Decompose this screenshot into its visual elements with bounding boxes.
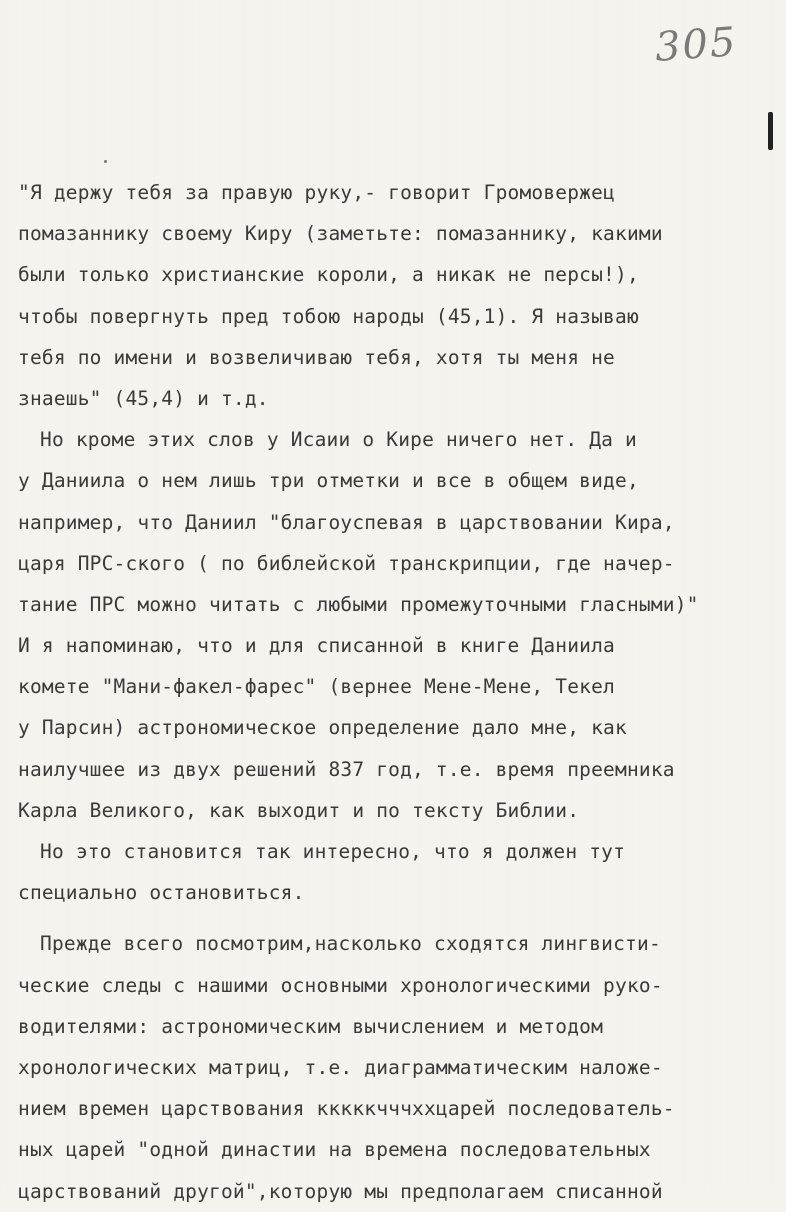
edge-mark	[768, 112, 773, 150]
text-line: хронологических матриц, т.е. диаграмматическим наложе-	[18, 1055, 663, 1079]
page-number: 305	[653, 19, 739, 71]
text-line: И я напоминаю, что и для списанной в книге Даниила	[18, 634, 615, 658]
text-line: специально остановиться.	[18, 881, 305, 905]
text-line: нием времен царствования кккккчччххцарей последователь-	[18, 1097, 675, 1121]
text-line: наилучшее из двух решений 837 год, т.е. время преемника	[18, 757, 675, 781]
text-line: царя ПРС-ского ( по библейской транскрипции, где начер-	[18, 551, 675, 575]
text-line: Карла Великого, как выходит и по тексту Библии.	[18, 798, 580, 822]
text-line: Но кроме этих слов у Исаии о Кире ничего нет. Да и	[40, 428, 637, 452]
text-line: комете "Мани-факел-фарес" (вернее Мене-Мене, Текел	[18, 675, 615, 699]
text-line: Прежде всего посмотрим,насколько сходятся лингвисти-	[40, 932, 661, 956]
text-line: царствований другой",которую мы предполагаем списанной	[18, 1179, 663, 1203]
text-line: например, что Даниил "благоуспевая в царствовании Кира,	[18, 510, 675, 534]
speck	[104, 160, 107, 163]
text-line: помазаннику своему Киру (заметьте: помазаннику, какими	[18, 222, 663, 246]
text-line: ческие следы с нашими основными хронологическими руко-	[18, 973, 663, 997]
text-line: Но это становится так интересно, что я должен тут	[40, 840, 626, 863]
text-line: водителями: астрономическим вычислением и методом	[18, 1014, 604, 1038]
text-line: у Даниила о нем лишь три отметки и все в общем виде,	[18, 469, 639, 493]
text-line: ных царей "одной династии на времена последовательных	[18, 1138, 651, 1162]
text-line: тебя по имени и возвеличиваю тебя, хотя ты меня не	[18, 345, 615, 369]
paragraph-gap	[18, 913, 778, 923]
text-line: "Я держу тебя за правую руку,- говорит Громовержец	[18, 181, 615, 204]
text-line: чтобы повергнуть пред тобою народы (45,1). Я называю	[18, 304, 639, 328]
text-line: были только христианские короли, а никак не персы!),	[18, 263, 639, 287]
text-line: знаешь" (45,4) и т.д.	[18, 386, 269, 410]
text-line: тание ПРС можно читать с любыми промежуточными гласными)"	[18, 592, 699, 616]
typewritten-text	[18, 172, 778, 1212]
text-line: у Парсин) астрономическое определение дало мне, как	[18, 716, 627, 740]
